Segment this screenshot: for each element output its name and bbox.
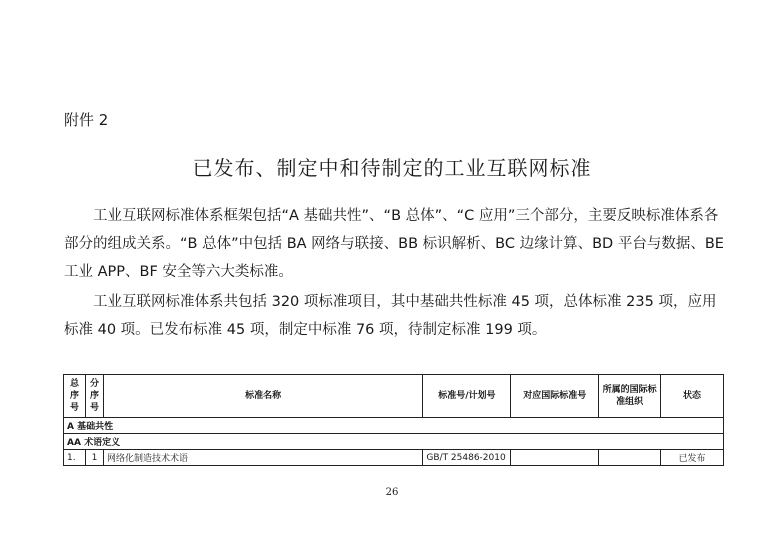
cell-name: 网络化制造技术术语 xyxy=(103,450,422,466)
category-row-aa xyxy=(64,434,724,450)
cell-intl-org xyxy=(599,450,661,466)
category-aa-label: AA 术语定义 xyxy=(64,434,724,450)
cell-total-no: 1. xyxy=(64,450,86,466)
table-header-row xyxy=(64,375,724,418)
header-total-no: 总序号 xyxy=(64,375,86,418)
header-sub-no: 分序号 xyxy=(85,375,103,418)
header-name: 标准名称 xyxy=(103,375,422,418)
header-std-no: 标准号/计划号 xyxy=(423,375,511,418)
document-title: 已发布、制定中和待制定的工业互联网标准 xyxy=(192,156,592,180)
header-status: 状态 xyxy=(661,375,724,418)
header-intl-org: 所属的国际标准组织 xyxy=(599,375,661,418)
summary-paragraph: 工业互联网标准体系共包括 320 项标准项目，其中基础共性标准 45 项，总体标准 235 项，应用标准 40 项。已发布标准 45 项，制定中标准 76 项，待制定标准 199 项。 xyxy=(64,294,717,338)
page-number: 26 xyxy=(385,487,399,498)
cell-std-no: GB/T 25486-2010 xyxy=(423,450,511,466)
header-intl-std: 对应国际标准号 xyxy=(511,375,599,418)
category-a-label: A 基础共性 xyxy=(64,418,724,434)
table-row xyxy=(64,450,724,466)
intro-paragraph: 工业互联网标准体系框架包括“A 基础共性”、“B 总体”、“C 应用”三个部分，主要反映标准体系各部分的组成关系。“B 总体”中包括 BA 网络与联接、BB 标识解析、BC 边缘计算、BD 平台与数据、BE 工业 APP、BF 安全等六大类标准。 xyxy=(64,208,724,280)
cell-status: 已发布 xyxy=(661,450,724,466)
category-row-a xyxy=(64,418,724,434)
cell-intl-std xyxy=(511,450,599,466)
standards-table xyxy=(63,374,724,466)
attachment-label: 附件 2 xyxy=(64,111,109,129)
cell-sub-no: 1 xyxy=(85,450,103,466)
